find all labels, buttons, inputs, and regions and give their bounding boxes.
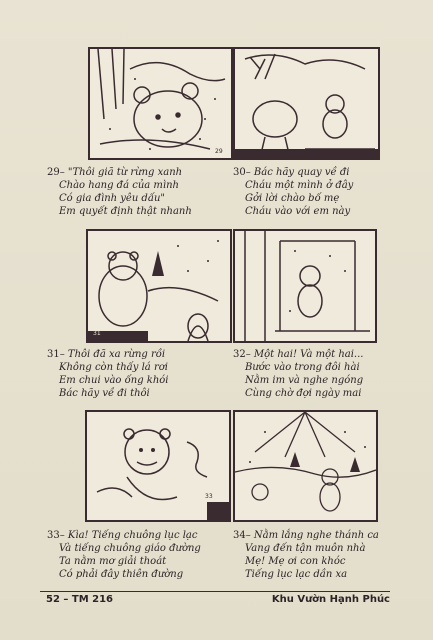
verse-line: Tiếng lục lạc dần xa [245, 569, 348, 580]
verse-line: Gởi lời chào bố mẹ [245, 193, 340, 204]
illustration-panel-34 [233, 410, 378, 522]
illustration-bear-dreaming [87, 412, 229, 520]
verse-line: Cùng chờ đợi ngày mai [245, 388, 362, 399]
verse-line: – Nằm lắng nghe thánh ca [245, 530, 379, 541]
verse-line: Mẹ! Mẹ ơi con khóc [245, 556, 346, 567]
verse-34 [233, 529, 379, 581]
panel-number: 31 [93, 330, 101, 337]
verse-line: Cháu vào với em này [245, 206, 351, 217]
page-footer [40, 591, 390, 608]
verse-line: – "Thôi giã từ rừng xanh [59, 167, 183, 178]
verse-line: – Một hai! Và một hai... [245, 349, 364, 360]
verse-30 [233, 166, 353, 218]
panel-number: 33 [205, 493, 213, 500]
illustration-bear-snowy-forest [90, 49, 231, 158]
verse-line: Chào hang đá của mình [59, 180, 179, 191]
verse-31 [47, 348, 169, 400]
illustration-panel-33 [85, 410, 231, 522]
illustration-panel-32 [233, 229, 377, 343]
illustration-panel-29 [88, 47, 233, 160]
illustration-panel-31 [86, 229, 232, 343]
illustration-panel-30 [233, 47, 380, 160]
verse-line: Em chui vào ống khói [59, 375, 169, 386]
illustration-bear-with-sack [88, 231, 230, 341]
illustration-deer-and-cub [235, 49, 378, 158]
verse-line: Bác hãy về đi thôi [59, 388, 150, 399]
illustration-cub-at-doorway [235, 231, 375, 341]
verse-line: – Bác hãy quay về đi [245, 167, 350, 178]
verse-32 [233, 348, 363, 400]
page-number: 52 – TM 216 [46, 594, 114, 605]
verse-line: Vang đến tận muôn nhà [245, 543, 366, 554]
verse-line: Em quyết định thật nhanh [59, 206, 192, 217]
verse-number: 31 [47, 349, 60, 360]
verse-line: Có phải đây thiên đường [59, 569, 184, 580]
book-title: Khu Vườn Hạnh Phúc [271, 594, 390, 605]
verse-number: 32 [233, 349, 246, 360]
verse-line: Cháu một mình ở đây [245, 180, 354, 191]
verse-line: – Kìa! Tiếng chuông lục lạc [59, 530, 198, 541]
verse-number: 29 [47, 167, 60, 178]
verse-line: Không còn thấy lá rơi [59, 362, 168, 373]
illustration-winter-village [235, 412, 376, 520]
verse-line: Và tiếng chuông giáo đường [59, 543, 201, 554]
verse-number: 34 [233, 530, 246, 541]
verse-29 [47, 166, 192, 218]
verse-line: Nằm im và nghe ngóng [245, 375, 364, 386]
verse-line: Bước vào trong đôi hài [245, 362, 360, 373]
panel-number: 29 [215, 148, 223, 155]
verse-line: – Thôi đã xa rừng rồi [59, 349, 166, 360]
verse-number: 30 [233, 167, 246, 178]
verse-33 [47, 529, 201, 581]
verse-number: 33 [47, 530, 60, 541]
verse-line: Có gia đình yêu dấu" [59, 193, 166, 204]
verse-line: Ta nằm mơ giải thoát [59, 556, 167, 567]
